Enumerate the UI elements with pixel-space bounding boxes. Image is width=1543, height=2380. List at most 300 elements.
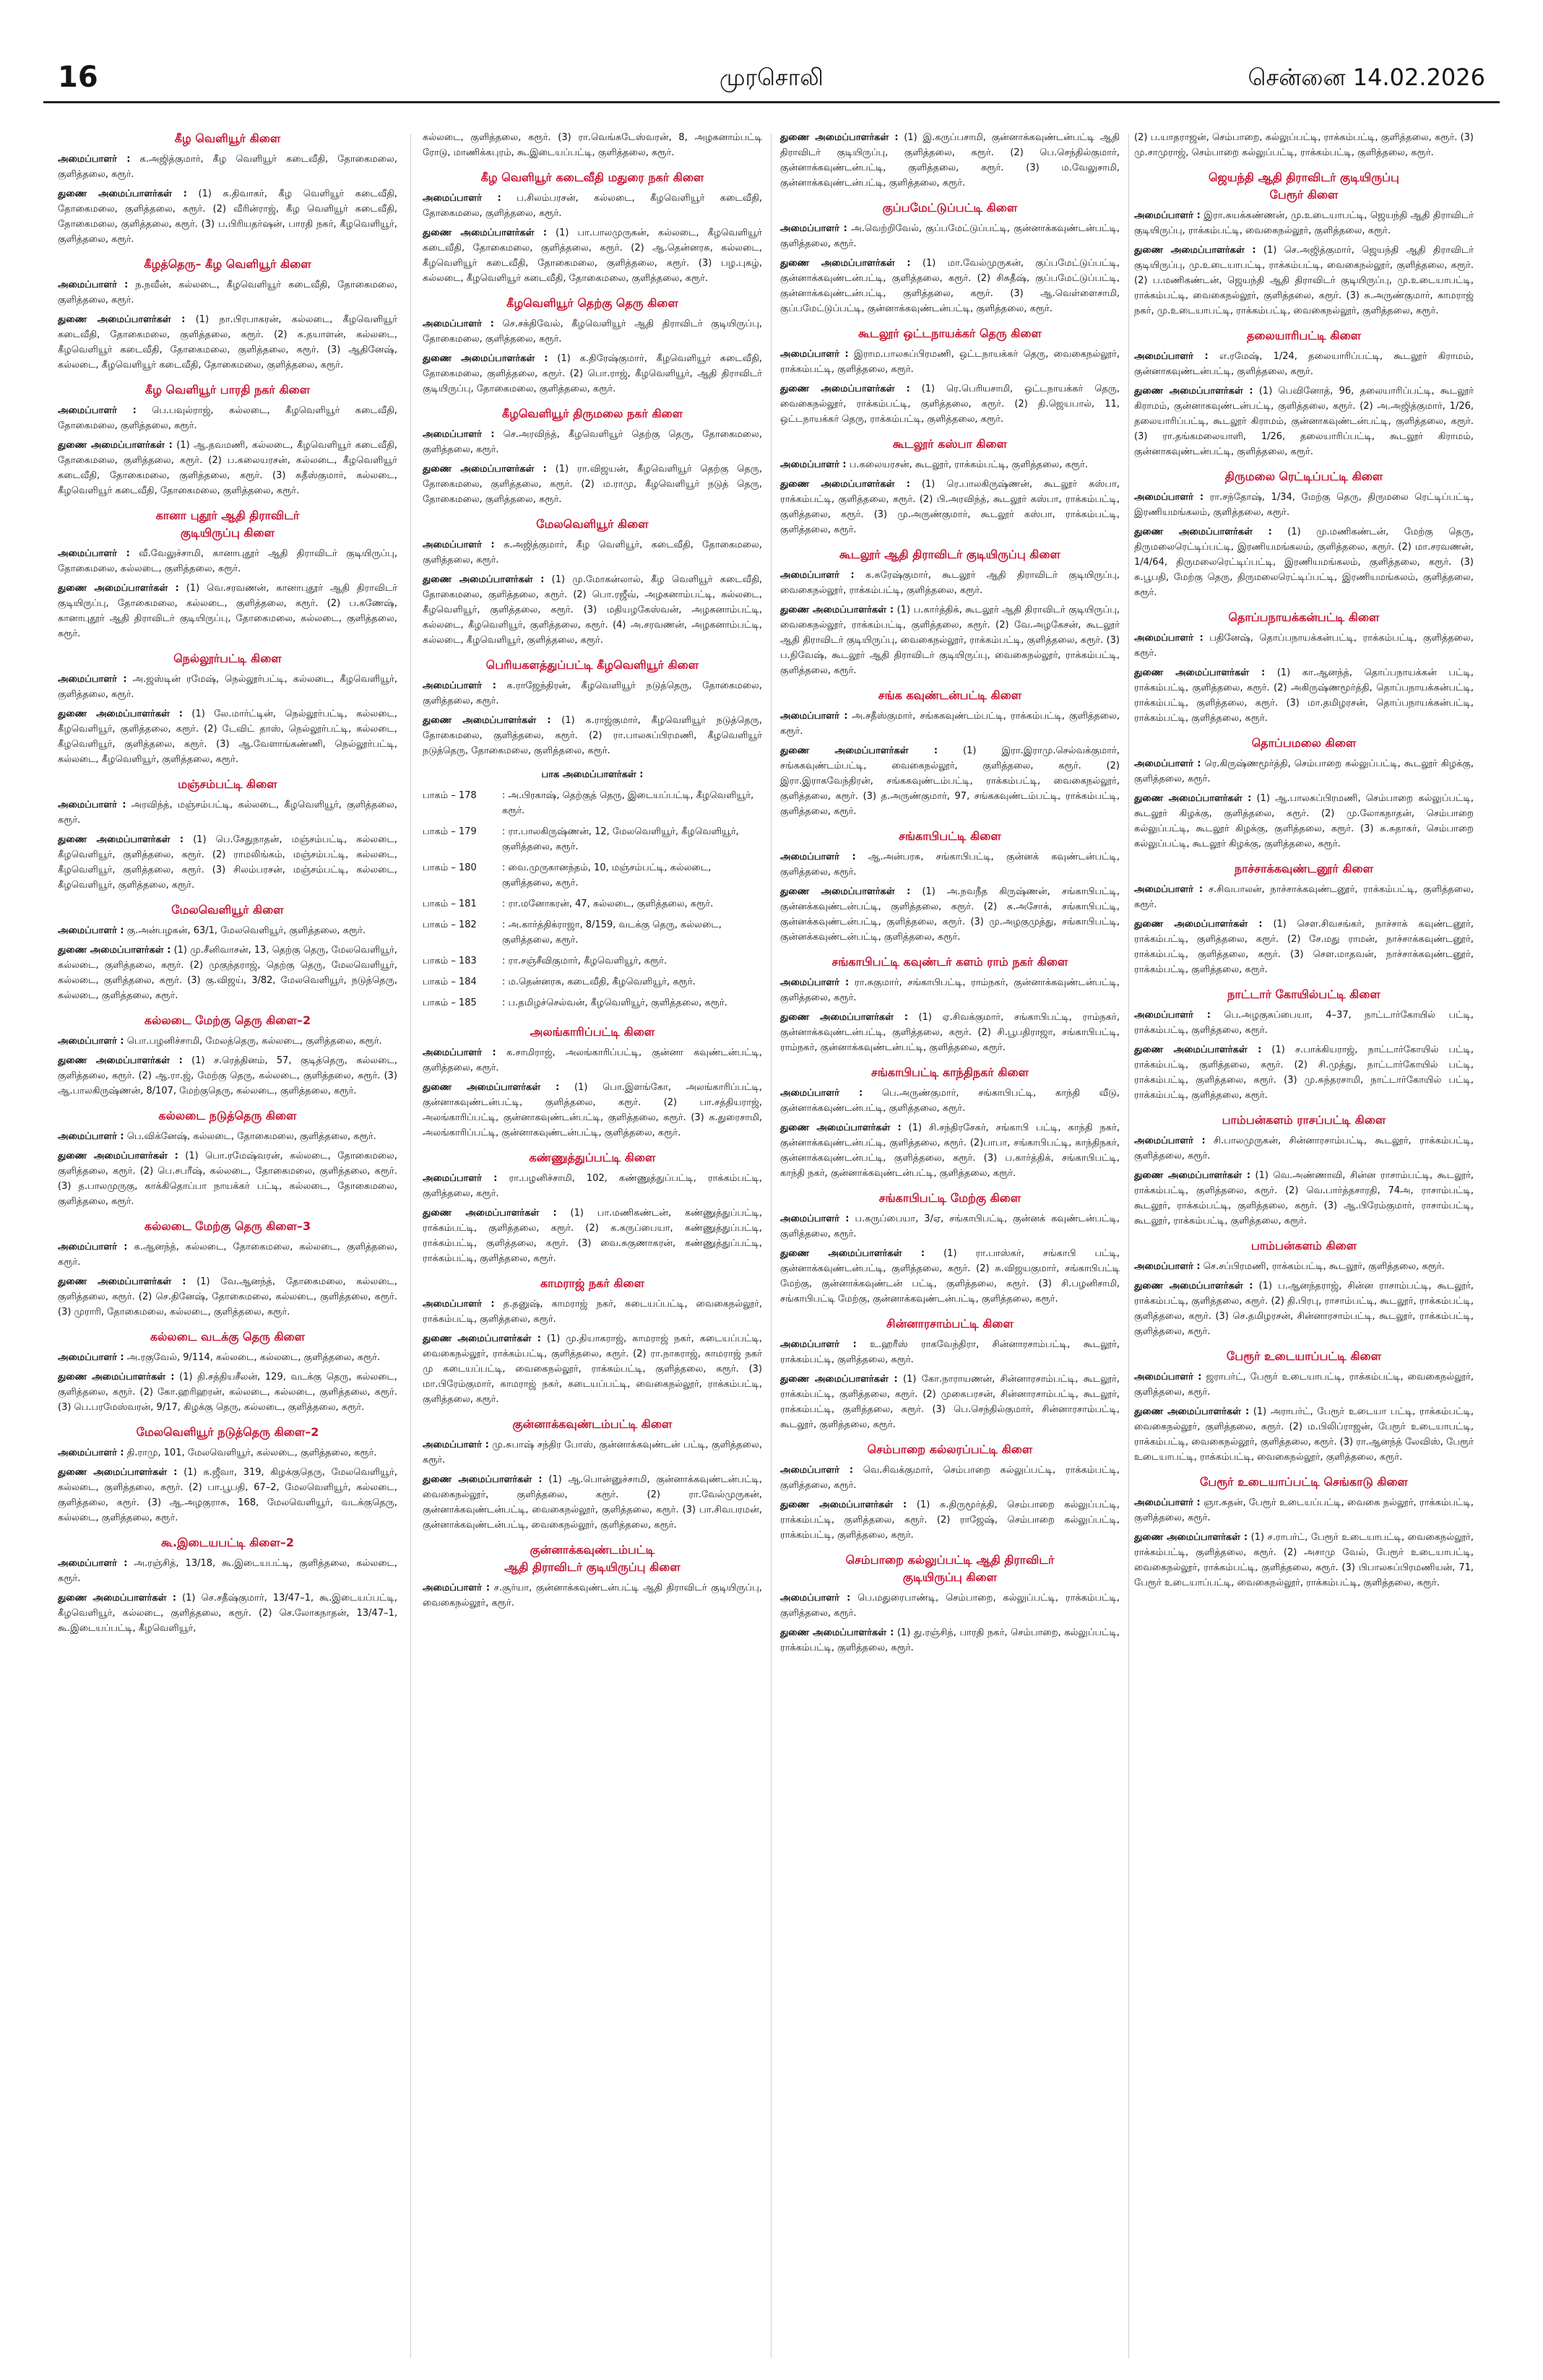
branch-title xyxy=(780,687,1120,704)
member-details: பெ.மதுரைபாண்டி, செம்பாறை, கல்லுப்பட்டி, ராக்கம்பட்டி, குளித்தலை, கரூர். xyxy=(780,1593,1120,1619)
branch-title xyxy=(780,1441,1120,1458)
branch-section xyxy=(780,1190,1120,1307)
role-label: துணை அமைப்பாளர்கள் : xyxy=(58,1593,177,1604)
member-entry xyxy=(1134,665,1474,726)
member-details: (1) ஏ.சிவக்குமார், சங்காபிபட்டி, ராம்நகர், குன்னாக்கவுண்டன்பட்டி, குளித்தலை, கரூர். (2) சி.பூபதிராஜா, சங்காபிபட்டி, ராம்நகர், குன்னாக்கவுண்டன்பட்டி, குளித்தலை, கரூர். xyxy=(780,1012,1120,1053)
branch-section xyxy=(780,546,1120,678)
branch-section xyxy=(1134,609,1474,726)
role-label: துணை அமைப்பாளர்கள் : xyxy=(1134,667,1266,678)
member-details: (1) வெ.அண்ணாவி, சின்ன ராசாம்பட்டி, கூடலூர், ராக்கம்பட்டி, குளித்தலை, கரூர். (2) வெ.பார்த்தசாரதி, 74அ, ராசாம்பட்டி, கூடலூர், ராக்கம்பட்டி, குளித்தலை, கரூர். (3) ஆ.பிரேம்குமார், ராசாம்பட்டி, கூடலூர், ராக்கம்பட்டி, குளித்தலை, கரூர். xyxy=(1134,1170,1474,1226)
branch-section xyxy=(58,1012,397,1099)
role-label: துணை அமைப்பாளர்கள் : xyxy=(423,464,547,475)
member-entry xyxy=(423,1472,762,1533)
branch-title xyxy=(423,1275,762,1292)
member-entry xyxy=(423,1171,762,1201)
role-label: துணை அமைப்பாளர்கள் : xyxy=(423,715,551,726)
branch-title xyxy=(780,199,1120,217)
role-label: அமைப்பாளர் : xyxy=(1134,758,1201,769)
role-label: துணை அமைப்பாளர்கள் : xyxy=(58,189,187,199)
member-details: பதினேஷ், தொப்பநாயக்கன்பட்டி, ராக்கம்பட்டி, குளித்தலை, கரூர். xyxy=(1134,633,1474,659)
member-entry xyxy=(780,1086,1120,1116)
branch-title-line: பாம்பன்களம் ராசப்பட்டி கிளை xyxy=(1222,1113,1386,1127)
branch-section xyxy=(58,1107,397,1209)
branch-title xyxy=(58,1218,397,1235)
branch-title-line: ஜெயந்தி ஆதி திராவிடர் குடியிருப்பு xyxy=(1209,170,1399,184)
member-entry xyxy=(1134,524,1474,600)
member-details: (1) பெவினோத், 96, தலையாரிப்பட்டி, கூடலூர் கிராமம், குன்னாகவுண்டன்பட்டி, குளித்தலை, கரூர். (2) அ.அஜித்குமார், 1/26, தலையாரிப்பட்டி, கூடலூர் கிராமம், குன்னாகவுண்டன்பட்டி, குளித்தலை, கரூர். (3) ரா.தங்கமலையாளி, 1/26, தலையாரிப்பட்டி, கூடலூர் கிராமம், குன்னாகவுண்டன்பட்டி, குளித்தலை, கரூர். xyxy=(1134,386,1474,457)
branch-title xyxy=(780,953,1120,971)
member-details: ரா.பழனிச்சாமி, 102, கண்ணுத்துப்பட்டி, ராக்கம்பட்டி, குளித்தலை, கரூர். xyxy=(423,1173,762,1199)
member-entry xyxy=(780,1372,1120,1432)
branch-title-line: மேலவெளியூர் கிளை xyxy=(536,517,649,531)
role-label: அமைப்பாளர் : xyxy=(780,1088,863,1099)
member-entry xyxy=(780,347,1120,377)
member-entry xyxy=(1134,1530,1474,1591)
branch-title xyxy=(58,1012,397,1029)
role-label: துணை அமைப்பாளர்கள் : xyxy=(423,1208,557,1219)
paagam-number: பாகம் – 178 xyxy=(423,790,477,801)
role-label: அமைப்பாளர் : xyxy=(1134,1135,1206,1146)
branch-title-line: தொப்பமலை கிளை xyxy=(1251,736,1357,750)
member-details: (1) அ.நவநீத கிருஷ்ணன், சங்காபிபட்டி, குன்னக்கவுண்டன்பட்டி, குளித்தலை, கரூர். (2) சு.அசோக், சங்காபிபட்டி, குன்னக்கவுண்டன்பட்டி, குளித்தலை, கரூர். (3) மு.அழகுமுத்து, சங்காபிபட்டி, குன்னக்கவுண்டன்பட்டி, குளித்தலை, கரூர். xyxy=(780,886,1120,943)
member-entry xyxy=(1134,1008,1474,1038)
member-entry xyxy=(423,1437,762,1468)
member-entry xyxy=(58,943,397,1003)
member-details: ரெ.கிருஷ்ணமூர்த்தி, செம்பாறை கல்லுப்பட்டி, கூடலூர் கிழக்கு, குளித்தலை, கரூர். xyxy=(1134,758,1474,784)
member-details: (1) ச.ரெத்தினம், 57, குடித்தெரு, கல்லடை, குளித்தலை, கரூர். (2) ஆ.ரா.ஜ், மேற்கு தெரு, கல்லடை, குளித்தலை, கரூர். (3) ஆ.பாலகிருஷ்ணன், 8/107, மேற்குதெரு, கல்லடை, குளித்தலை, கரூர். xyxy=(58,1055,397,1096)
branch-title xyxy=(58,1534,397,1552)
member-details: (2) ப.யாதராஜன், செம்பாறை, கல்லுப்பட்டி, ராக்கம்பட்டி, குளித்தலை, கரூர். (3) மு.சாமுராஜ், செம்பாறை கல்லுப்பட்டி, ராக்கம்பட்டி, குளித்தலை, கரூர். xyxy=(1134,132,1474,158)
branch-title xyxy=(58,1424,397,1441)
paagam-member: : அ.கார்த்திக்ராஜா, 8/159, வடக்கு தெரு, கல்லடை, குளித்தலை, கரூர். xyxy=(502,919,722,945)
member-details: க.அஜித்குமார், கீழ வெளியூர், கடைவீதி, தோகைமலை, குளித்தலை, கரூர். xyxy=(423,540,762,566)
branch-title xyxy=(1134,860,1474,878)
member-details: அ.வெற்றிவேல், குப்பமேட்டுப்பட்டி, குன்னாக்கவுண்டன்பட்டி, குளித்தலை, கரூர். xyxy=(780,223,1120,249)
role-label: அமைப்பாளர் : xyxy=(1134,1261,1201,1272)
member-details: ப.சிலம்பரசன், கல்லடை, கீழவெளியூர் கடைவீதி, தோகைமலை, குளித்தலை, கரூர். xyxy=(423,193,762,219)
branch-title xyxy=(423,1541,762,1576)
member-entry xyxy=(780,743,1120,819)
member-entry xyxy=(780,975,1120,1005)
role-label: துணை அமைப்பாளர்கள் : xyxy=(1134,1532,1248,1543)
column-3 xyxy=(780,130,1120,2369)
branch-section xyxy=(423,1149,762,1266)
role-label: அமைப்பாளர் : xyxy=(58,674,127,685)
branch-title-line: திருமலை ரெட்டிப்பட்டி கிளை xyxy=(1224,469,1383,483)
branch-title-line: தலையாரிபட்டி கிளை xyxy=(1246,329,1362,342)
role-label: துணை அமைப்பாளர்கள் : xyxy=(423,1333,541,1344)
member-details: தி.ராமு, 101, மேலவெளியூர், கல்லடை, குளித்தலை, கரூர். xyxy=(126,1448,377,1458)
branch-title xyxy=(780,1315,1120,1333)
paagam-member: : ம.தென்னரசு, கடைவீதி, கீழவெளியூர், கரூர். xyxy=(502,977,696,987)
branch-title xyxy=(780,828,1120,845)
member-details: ரா.சந்தோஷ், 1/34, மேற்கு தெரு, திருமலை ரெட்டிப்பட்டி, இரணியமங்கலம், குளித்தலை, கரூர். xyxy=(1134,492,1474,518)
member-entry xyxy=(58,797,397,828)
branch-section xyxy=(1134,860,1474,977)
member-entry xyxy=(780,709,1120,739)
role-label: அமைப்பாளர் : xyxy=(423,319,494,329)
branch-section xyxy=(58,901,397,1003)
member-details: ஆ.அன்பரசு, சங்காபிபட்டி, குன்னக் கவுண்டன்பட்டி, குளித்தலை, கரூர். xyxy=(780,852,1120,878)
role-label: அமைப்பாளர் : xyxy=(58,1352,124,1363)
branch-section xyxy=(423,405,762,507)
column-divider xyxy=(410,134,411,2358)
member-entry xyxy=(780,1211,1120,1242)
member-entry xyxy=(423,1297,762,1327)
role-label: துணை அமைப்பாளர்கள் : xyxy=(780,1627,894,1638)
member-details: (1) க.ஜீவா, 319, கிழக்குதெரு, மேலவெளியூர், கல்லடை, குளித்தலை, கரூர். (2) பா.பூபதி, 67–2, மேலவெளியூர், கல்லடை, குளித்தலை, கரூர். (3) ஆ.அழகுராசு, 168, மேலவெளியூர், வடக்குதெரு, கல்லடை, குளித்தலை, கரூர். xyxy=(58,1467,397,1523)
member-details: (1) மு.மணிகண்டன், மேற்கு தெரு, திருமலைரெட்டிப்பட்டி, இரணியமங்கலம், குளித்தலை, கரூர். (2) மா.சரவணன், 1/4/64, திருமலைரெட்டிப்பட்டி, இரணியமங்கலம், குளித்தலை, கரூர். (3) சு.பூபதி, மேற்கு தெரு, திருமலைரெட்டிப்பட்டி, இரணியமங்கலம், குளித்தலை, கரூர். xyxy=(1134,527,1474,598)
branch-section xyxy=(58,1328,397,1415)
member-entry xyxy=(58,1465,397,1526)
role-label: அமைப்பாளர் : xyxy=(780,711,848,722)
member-details: (1) அராபர்ட், பேரூர் உடையா பட்டி, ராக்கம்பட்டி, வைகைநல்லூர், குளித்தலை, கரூர். (2) ம.பிலிப்ராஜன், பேரூர் உடையாபட்டி, ராக்கம்பட்டி, வைகைநல்லூர், குளித்தலை, கரூர். (3) ரா.ஆனந்த் லேவிஸ், பேரூர் உடையாபட்டி, ராக்கம்பட்டி, வைகைநல்லூர், குளித்தலை, கரூர். xyxy=(1134,1406,1474,1463)
member-details: (1) ஆ.பொன்னுச்சாமி, குன்னாக்கவுண்டன்பட்டி, வைகைநல்லூர், குளித்தலை, கரூர். (2) ரா.வேல்முருகன், குன்னாக்கவுண்டன்பட்டி, வைகைநல்லூர், குளித்தலை, கரூர். (3) பா.சிவபரமன், குன்னாக்கவுண்டன்பட்டி, வைகைநல்லூர், குளித்தலை, கரூர். xyxy=(423,1474,762,1531)
member-entry xyxy=(423,572,762,648)
branch-title-line: கல்லடை மேற்கு தெரு கிளை–2 xyxy=(144,1013,311,1027)
branch-title xyxy=(58,381,397,399)
branch-title-line: சின்னாரசாம்பட்டி கிளை xyxy=(886,1317,1013,1330)
member-entry xyxy=(58,1239,397,1270)
member-details: கல்லடை, குளித்தலை, கரூர். (3) ரா.வெங்கடேஸ்வரன், 8, அழகனாம்பட்டி ரோடு, மாணிக்கபுரம், கூ.இடையப்பட்டி, குளித்தலை, கரூர். xyxy=(423,132,762,158)
role-label: துணை அமைப்பாளர்கள் : xyxy=(423,353,548,364)
role-label: துணை அமைப்பாளர்கள் : xyxy=(780,384,910,394)
member-entry xyxy=(58,923,397,938)
branch-title xyxy=(780,1552,1120,1586)
branch-section xyxy=(780,687,1120,819)
member-entry xyxy=(58,277,397,308)
member-entry xyxy=(1134,243,1474,319)
member-entry xyxy=(58,1369,397,1415)
branch-title-line: குன்னாக்கவுண்டம்பட்டி xyxy=(530,1543,655,1557)
branch-title xyxy=(1134,1348,1474,1365)
branch-section xyxy=(1134,735,1474,852)
branch-title-line: கூடலூர் ஒட்டநாயக்கர் தெரு கிளை xyxy=(858,326,1042,340)
member-details: (1) இ.கருப்பசாமி, குன்னாக்கவுண்டன்பட்டி ஆதி திராவிடர் குடியிருப்பு, குளித்தலை, கரூர். (2) பெ.செந்தில்குமார், குன்னாக்கவுண்டன்பட்டி, குளித்தலை, கரூர். (3) ம.வேலுசாமி, குன்னாக்கவுண்டன்பட்டி, குளித்தலை, கரூர். xyxy=(780,132,1120,189)
branch-title-line: கீழ வெளியூர் கடைவீதி மதுரை நகர் கிளை xyxy=(480,170,704,184)
role-label: அமைப்பாளர் : xyxy=(58,548,130,559)
member-details: (1) பா.பாலமுருகன், கல்லடை, கீழவெளியூர் கடைவீதி, தோகைமலை, குளித்தலை, கரூர். (2) ஆ.தென்னரசு, கல்லடை, கீழவெளியூர் கடைவீதி, தோகைமலை, குளித்தலை, கரூர். (3) பழ.புகழ், கல்லடை, கீழவெளியூர் கடைவீதி, தோகைமலை, குளித்தலை, கரூர். xyxy=(423,228,762,284)
branch-section xyxy=(58,130,397,247)
branch-title-line: சங்க கவுண்டன்பட்டி கிளை xyxy=(878,688,1022,702)
member-details: த.தனுஷ், காமராஜ் நகர், கடையப்பட்டி, வைகைநல்லூர், ராக்கம்பட்டி, குளித்தலை, கரூர். xyxy=(423,1299,762,1325)
role-label: அமைப்பாளர் : xyxy=(1134,492,1204,503)
branch-title-line: கீழ வெளியூர் கிளை xyxy=(174,131,281,145)
role-label: துணை அமைப்பாளர்கள் : xyxy=(780,1374,898,1385)
member-entry xyxy=(58,1274,397,1320)
member-entry xyxy=(780,849,1120,880)
member-details: (1) கோ.நாராயணன், சின்னாரசாம்பட்டி, கூடலூர், ராக்கம்பட்டி, குளித்தலை, கரூர். (2) முகைபரசன், சின்னாரசாம்பட்டி, கூடலூர், ராக்கம்பட்டி, குளித்தலை, கரூர். (3) பெ.செந்தில்குமார், சின்னாரசாம்பட்டி, கூடலூர், குளித்தலை, கரூர். xyxy=(780,1374,1120,1430)
branch-section xyxy=(1134,1112,1474,1229)
role-label: துணை அமைப்பாளர்கள் : xyxy=(423,1474,543,1485)
role-label: அமைப்பாளர் : xyxy=(780,349,849,360)
member-details: இரா.சுயக்கண்ணன், மு.உடையாபட்டி, ஜெயந்தி ஆதி திராவிடர் குடியிருப்பு, ராக்கம்பட்டி, வைகைநல்லூர், குளித்தலை, கரூர். xyxy=(1134,210,1474,236)
member-details: (1) லே.மார்ட்டின், நெல்லூர்பட்டி, கல்லடை, கீழவெளியூர், குளித்தலை, கரூர். (2) டேவிட் தாஸ், நெல்லூர்பட்டி, கல்லடை, கீழவெளியூர், குளித்தலை, கரூர். (3) ஆ.வேளாங்கண்ணி, நெல்லூர்பட்டி, கல்லடை, கீழவெளியூர், குளித்தலை, கரூர். xyxy=(58,709,397,765)
paagam-member: : ரா.பாலகிருஷ்ணன், 12, மேலவெளியூர், கீழவெளியூர், குளித்தலை, கரூர். xyxy=(502,826,739,852)
member-details: மு.சுபாஷ் சந்திர போஸ், குன்னாக்கவுண்டன் பட்டி, குளித்தலை, கரூர். xyxy=(423,1440,762,1466)
member-details: அ.ரகுவேல், 9/114, கல்லடை, கல்லடை, குளித்தலை, கரூர். xyxy=(126,1352,381,1363)
role-label: அமைப்பாளர் : xyxy=(780,1593,851,1604)
role-label: துணை அமைப்பாளர்கள் : xyxy=(1134,1281,1253,1291)
member-entry xyxy=(58,403,397,433)
branch-section xyxy=(780,130,1120,191)
role-label: துணை அமைப்பாளர்கள் : xyxy=(1134,1406,1250,1417)
branch-section xyxy=(1134,1348,1474,1465)
branch-title-line: கீழவெளியூர் திருமலை நகர் கிளை xyxy=(501,407,683,420)
member-details: (1) பொ.இளங்கோ, அலங்காரிப்பட்டி, குன்னாகவுண்டன்பட்டி, குளித்தலை, கரூர். (2) பா.சத்தியராஜ், அலங்காரிப்பட்டி, குன்னாகவுண்டன்பட்டி, குளித்தலை, கரூர். (3) க.துரைசாமி, அலங்காரிப்பட்டி, குன்னாகவுண்டன்பட்டி, குளித்தலை, கரூர். xyxy=(423,1082,762,1138)
member-entry xyxy=(1134,791,1474,852)
member-details: அ.சதீஸ்குமார், சங்ககவுண்டம்பட்டி, ராக்கம்பட்டி, குளித்தலை, கரூர். xyxy=(780,711,1120,737)
branch-title-line: மஞ்சம்பட்டி கிளை xyxy=(178,777,277,791)
paagam-number: பாகம் – 180 xyxy=(423,862,477,873)
role-label: துணை அமைப்பாளர்கள் : xyxy=(58,1276,186,1287)
member-details: (1) ச.பாக்கியராஜ், நாட்டார்கோயில் பட்டி, ராக்கம்பட்டி, குளித்தலை, கரூர். (2) சி.முத்து, நாட்டார்கோயில் பட்டி, ராக்கம்பட்டி, குளித்தலை, கரூர். (3) மு.சுந்தரசாமி, நாட்டார்கோயில் பட்டி, ராக்கம்பட்டி, குளித்தலை, கரூர். xyxy=(1134,1044,1474,1101)
member-details: க.சாமிராஜ், அலங்காரிப்பட்டி, குன்னா கவுண்டன்பட்டி, குளித்தலை, கரூர். xyxy=(423,1047,762,1073)
member-entry xyxy=(1134,1042,1474,1103)
role-label: அமைப்பாளர் : xyxy=(423,680,496,691)
member-entry xyxy=(423,678,762,709)
member-entry xyxy=(58,581,397,641)
role-label: துணை அமைப்பாளர்கள் : xyxy=(780,1248,925,1259)
branch-section xyxy=(58,776,397,893)
branch-title-line: மேலவெளியூர் கிளை xyxy=(171,903,284,917)
branch-title-line: கல்லடை வடக்கு தெரு கிளை xyxy=(150,1330,306,1343)
branch-section xyxy=(1134,130,1474,160)
paagam-row xyxy=(423,788,762,824)
role-label: துணை அமைப்பாளர்கள் : xyxy=(1134,1044,1262,1055)
role-label: துணை அமைப்பாளர்கள் : xyxy=(58,1151,178,1161)
paagam-member: : ரா.சஞ்சீவிகுமார், கீழவெளியூர், கரூர். xyxy=(502,956,667,966)
branch-section xyxy=(1134,169,1474,319)
branch-section xyxy=(423,130,762,160)
role-label: துணை அமைப்பாளர்கள் : xyxy=(780,1012,909,1023)
member-entry xyxy=(423,1580,762,1611)
paagam-number: பாகம் – 179 xyxy=(423,826,477,837)
member-entry xyxy=(58,1591,397,1636)
member-entry xyxy=(780,602,1120,678)
branch-section xyxy=(1134,1237,1474,1339)
member-details: ச.சூர்யா, குன்னாக்கவுண்டன்பட்டி ஆதி திராவிடர் குடியிருப்பு, வைகைநல்லூர், கரூர். xyxy=(423,1583,762,1609)
role-label: அமைப்பாளர் : xyxy=(780,1213,850,1224)
member-details: (1) சி.சந்திரசேகர், சங்காபி பட்டி, காந்தி நகர், குன்னாக்கவுண்டன்பட்டி, குளித்தலை, கரூர். (2)பாபா, சங்காபிபட்டி, காந்திநகர், குன்னாக்கவுண்டன்பட்டி, குளித்தலை, கரூர். (3) ப.கார்த்திக், சங்காபிபட்டி, காந்தி நகர், குன்னாக்கவுண்டன்பட்டி, குளித்தலை, கரூர். xyxy=(780,1122,1120,1179)
member-details: (1) க.திரேஷ்குமார், கீழவெளியூர் கடைவீதி, தோகைமலை, குளித்தலை, கரூர். (2) பொ.ராஜ், கீழவெளியூர், ஆதி திராவிடர் குடியிருப்பு, தோகைமலை, குளித்தலை, கரூர். xyxy=(423,353,762,394)
role-label: துணை அமைப்பாளர்கள் : xyxy=(1134,919,1263,930)
branch-title-line: நெல்லூர்பட்டி கிளை xyxy=(173,652,282,665)
member-details: அ.ரஞ்சித், 13/18, கூ.இடையபட்டி, குளித்தலை, கல்லடை, கரூர். xyxy=(58,1558,397,1584)
role-label: அமைப்பாளர் : xyxy=(423,1047,496,1058)
member-entry xyxy=(1134,1278,1474,1339)
paagam-number: பாகம் – 181 xyxy=(423,899,477,909)
branch-title-line: சங்காபிபட்டி காந்திநகர் கிளை xyxy=(870,1065,1029,1079)
member-entry xyxy=(780,1246,1120,1307)
member-details: (1) சு.திருமூர்த்தி, செம்பாறை கல்லுப்பட்டி, ராக்கம்பட்டி, குளித்தலை, கரூர். (2) ராஜேஷ், செம்பாறை கல்லுப்பட்டி, ராக்கம்பட்டி, குளித்தலை, கரூர். xyxy=(780,1500,1120,1541)
role-label: அமைப்பாளர் : xyxy=(780,459,847,470)
role-label: துணை அமைப்பாளர்கள் : xyxy=(1134,386,1253,397)
member-details: (1) இரா.இராமு.செல்வக்குமார், சங்ககவுண்டம்பட்டி, வைகைநல்லூர், குளித்தலை, கரூர். (2) இரா.இராகவேந்திரன், சங்ககவுண்டம்பட்டி, ராக்கம்பட்டி, வைகைநல்லூர், குளித்தலை, கரூர். (3) த.அருண்குமார், 97, சங்ககவுண்டம்பட்டி, ராக்கம்பட்டி, குளித்தலை, கரூர். xyxy=(780,745,1120,817)
role-label: துணை அமைப்பாளர்கள் : xyxy=(1134,245,1256,256)
member-entry xyxy=(780,477,1120,537)
role-label: அமைப்பாளர் : xyxy=(423,1299,495,1310)
branch-title-line: மேலவெளியூர் நடுத்தெரு கிளை–2 xyxy=(136,1425,319,1439)
branch-title-line: பெரியகளத்துப்பட்டி கீழவெளியூர் கிளை xyxy=(485,658,699,672)
member-details: (1) ச.ராபர்ட், பேரூர் உடையாபட்டி, வைகைநல்லூர், ராக்கம்பட்டி, குளித்தலை, கரூர். (2) அசாமு வேல், பேரூர் உடையாபட்டி, வைகைநல்லூர், ராக்கம்பட்டி, குளித்தலை, கரூர். (3) பிபாலசுப்பிரமணியன், 71, பேரூர் உடையாப்பட்டி, வைகைநல்லூர், ராக்கம்பட்டி, குளித்தலை, கரூர். xyxy=(1134,1532,1474,1588)
role-label: துணை அமைப்பாளர்கள் : xyxy=(423,228,548,238)
member-details: (1) ரெ.பெரியசாமி, ஒட்டநாயக்கர் தெரு, வைகைநல்லூர், ராக்கம்பட்டி, குளித்தலை, கரூர். (2) தி.ஜெயபால், 11, ஒட்டநாயக்கர் தெரு, ராக்கம்பட்டி, குளித்தலை, கரூர். xyxy=(780,384,1120,425)
column-1 xyxy=(58,130,397,2369)
member-details: ப.கலையரசன், கூடலூர், ராக்கம்பட்டி, குளித்தலை, கரூர். xyxy=(849,459,1089,470)
role-label: துணை அமைப்பாளர்கள் : xyxy=(58,583,179,594)
branch-section xyxy=(780,436,1120,537)
role-label: துணை அமைப்பாளர்கள் : xyxy=(780,132,899,143)
member-details: (1) பா.மணிகண்டன், கண்ணுத்துப்பட்டி, ராக்கம்பட்டி, குளித்தலை, கரூர். (2) க.கருப்பையா, கண்ணுத்துப்பட்டி, ராக்கம்பட்டி, குளித்தலை, கரூர். (3) வை.சுகுணாகரன், கண்ணுத்துப்பட்டி, ராக்கம்பட்டி, குளித்தலை, கரூர். xyxy=(423,1208,762,1264)
member-details: இராம.பாலசுப்பிரமணி, ஒட்டநாயக்கர் தெரு, வைகைநல்லூர், ராக்கம்பட்டி, குளித்தலை, கரூர். xyxy=(780,349,1120,375)
member-entry xyxy=(1134,384,1474,459)
branch-title-line: பேரூர் உடையாப்பட்டி செங்காடு கிளை xyxy=(1200,1475,1408,1489)
role-label: அமைப்பாளர் : xyxy=(780,1465,854,1476)
role-label: துணை அமைப்பாளர்கள் : xyxy=(58,834,184,845)
member-entry xyxy=(780,884,1120,945)
role-label: அமைப்பாளர் : xyxy=(423,429,495,440)
member-details: (1) சௌ.சிவசங்கர், நாச்சாக் கவுண்டனூர், ராக்கம்பட்டி, குளித்தலை, கரூர். (2) சே.மது ராமன், நாச்சாக்கவுண்டனூர், ராக்கம்பட்டி, குளித்தலை, கரூர். (3) சௌ.மாதவன், நாச்சாக்கவுண்டனூர், ராக்கம்பட்டி, குளித்தலை, கரூர். xyxy=(1134,919,1474,975)
role-label: அமைப்பாளர் : xyxy=(780,852,856,862)
role-label: அமைப்பாளர் : xyxy=(780,977,850,988)
member-entry xyxy=(423,351,762,397)
branch-title xyxy=(780,325,1120,342)
role-label: துணை அமைப்பாளர்கள் : xyxy=(58,945,171,956)
branch-title xyxy=(780,1064,1120,1081)
paagam-row xyxy=(423,974,762,995)
branch-title xyxy=(780,1190,1120,1207)
branch-section xyxy=(423,1541,762,1611)
role-label: துணை அமைப்பாளர்கள் : xyxy=(780,258,911,269)
member-details: (1) ப.கார்த்திக், கூடலூர் ஆதி திராவிடர் குடியிருப்பு, வைகைநல்லூர், ராக்கம்பட்டி, குளித்தலை, கரூர். (2) வே.அழகேசன், கூடலூர் ஆதி திராவிடர் குடியிருப்பு, வைகைநல்லூர், ராக்கம்பட்டி, குளித்தலை, கரூர். (3) ப.நிவேஷ், கூடலூர் ஆதி திராவிடர் குடியிருப்பு, வைகைநல்லூர், ராக்கம்பட்டி, குளித்தலை, கரூர். xyxy=(780,605,1120,676)
branch-title-line: ஆதி திராவிடர் குடியிருப்பு கிளை xyxy=(504,1560,680,1574)
branch-title-line: பேரூர் உடையாப்பட்டி கிளை xyxy=(1226,1349,1382,1363)
branch-section xyxy=(58,1424,397,1526)
role-label: அமைப்பாளர் : xyxy=(423,1173,498,1184)
member-entry xyxy=(780,457,1120,472)
member-entry xyxy=(423,1080,762,1141)
member-entry xyxy=(1134,130,1474,160)
member-details: (1) க.ராஜ்குமார், கீழவெளியூர் நடுத்தெரு, தோகைமலை, குளித்தலை, கரூர். (2) ரா.பாலசுப்பிரமணி, கீழவெளியூர் நடுத்தெரு, தோகைமலை, குளித்தலை, கரூர். xyxy=(423,715,762,756)
member-entry xyxy=(58,1129,397,1144)
branch-section xyxy=(423,1024,762,1141)
branch-section xyxy=(423,657,762,758)
role-label: துணை அமைப்பாளர்கள் : xyxy=(423,574,545,585)
branch-section xyxy=(780,1064,1120,1181)
role-label: அமைப்பாளர் : xyxy=(58,1448,124,1458)
role-label: துணை அமைப்பாளர்கள் : xyxy=(780,479,910,490)
branch-title-line: கானா புதூர் ஆதி திராவிடர் xyxy=(155,509,300,522)
branch-title-line: சங்காபிபட்டி கிளை xyxy=(899,829,1001,843)
paagam-number: பாகம் – 185 xyxy=(423,998,477,1008)
branch-title xyxy=(1134,1237,1474,1255)
member-entry xyxy=(423,191,762,221)
member-entry xyxy=(58,1445,397,1461)
member-details: (1) ஆ.தவமணி, கல்லடை, கீழவெளியூர் கடைவீதி, தோகைமலை, குளித்தலை, கரூர். (2) ப.கலையரசன், கல்லடை, கீழவெளியூர் கடைவீதி, தோகைமலை, குளித்தலை, கரூர். (3) சுதீஸ்குமார், கல்லடை, கீழவெளியூர் கடைவீதி, தோகைமலை, குளித்தலை, கரூர். xyxy=(58,440,397,496)
branch-section xyxy=(58,507,397,641)
member-details: (1) பெ.சேதுநாதன், மஞ்சம்பட்டி, கல்லடை, கீழவெளியூர், குளித்தலை, கரூர். (2) ராமலிங்கம், மஞ்சம்பட்டி, கல்லடை, கீழவெளியூர், குளித்தலை, கரூர். (3) சிலம்பரசன், மஞ்சம்பட்டி, கல்லடை, கீழவெளியூர், குளித்தலை, கரூர். xyxy=(58,834,397,891)
member-details: (1) மு.தியாகராஜ், காமராஜ் நகர், கடையப்பட்டி, வைகைநல்லூர், ராக்கம்பட்டி, குளித்தலை, கரூர். (2) ரா.நாகராஜ், காமராஜ் நகர் மு கடையப்பட்டி, வைகைநல்லூர், ராக்கம்பட்டி, குளித்தலை, கரூர். (3) மா.பிரேம்குமார், காமராஜ் நகர், கடையப்பட்டி, வைகைநல்லூர், ராக்கம்பட்டி, குளித்தலை, கரூர். xyxy=(423,1333,762,1405)
member-entry xyxy=(1134,490,1474,520)
member-entry xyxy=(1134,631,1474,661)
role-label: அமைப்பாளர் : xyxy=(423,1440,489,1450)
member-details: (1) மா.வேல்முருகன், குப்பமேட்டுப்பட்டி, குன்னாக்கவுண்டன்பட்டி, குளித்தலை, கரூர். (2) சிசுதீஷ், குப்பமேட்டுப்பட்டி, குன்னாக்கவுண்டன்பட்டி, குளித்தலை, கரூர். (3) ஆ.வெள்ளைசாமி, குப்பமேட்டுப்பட்டி, குன்னாக்கவுண்டன்பட்டி, குளித்தலை, கரூர். xyxy=(780,258,1120,314)
member-details: பெ.பவுல்ராஜ், கல்லடை, கீழவெளியூர் கடைவீதி, தோகைமலை, குளித்தலை, கரூர். xyxy=(58,405,397,431)
member-entry xyxy=(1134,1369,1474,1400)
paagam-member: : வை.முருகானந்தம், 10, மஞ்சம்பட்டி, கல்லடை, குளித்தலை, கரூர். xyxy=(502,862,712,888)
role-label: அமைப்பாளர் : xyxy=(58,925,124,936)
branch-title xyxy=(1134,1474,1474,1491)
member-entry xyxy=(58,1556,397,1586)
member-entry xyxy=(58,546,397,576)
column-2 xyxy=(423,130,762,2369)
role-label: அமைப்பாளர் : xyxy=(1134,884,1203,895)
member-details: (1) நா.பிரபாகரன், கல்லடை, கீழவெளியூர் கடைவீதி, தோகைமலை, குளித்தலை, கரூர். (2) க.தயாளன், கல்லடை, கீழவெளியூர் கடைவீதி, தோகைமலை, குளித்தலை, கரூர். (3) ஆதினேஷ், கல்லடை, கீழவெளியூர் கடைவீதி, தோகைமலை, குளித்தலை, கரூர். xyxy=(58,314,397,371)
member-details: (1) க.திவாகர், கீழ வெளியூர் கடைவீதி, தோகைமலை, குளித்தலை, கரூர். (2) வீரின்ராஜ், கீழ வெளியூர் கடைவீதி, தோகைமலை, குளித்தலை, கரூர். (3) ப.பிரியதர்ஷன், பாரதி நகர், கீழவெளியூர், குளித்தலை, கரூர். xyxy=(58,189,397,245)
member-details: ஜராபர்ட், பேரூர் உடையாபட்டி, ராக்கம்பட்டி, வைகைநல்லூர், குளித்தலை, கரூர். xyxy=(1134,1372,1474,1398)
role-label: அமைப்பாளர் : xyxy=(58,280,129,290)
member-details: (1) தி.சத்தியசீலன், 129, வடக்கு தெரு, கல்லடை, குளித்தலை, கரூர். (2) கோ.ஹரிஹரன், கல்லடை, கல்லடை, குளித்தலை, கரூர். (3) பெ.பரமேஸ்வரன், 9/17, கிழக்கு தெரு, கல்லடை, குளித்தலை, கரூர். xyxy=(58,1372,397,1413)
member-details: க.அஜித்குமார், கீழ வெளியூர் கடைவீதி, தோகைமலை, குளித்தலை, கரூர். xyxy=(58,154,397,180)
masthead xyxy=(43,58,1500,103)
member-entry xyxy=(423,1331,762,1407)
member-details: செ.சப்பிரமணி, ராக்கம்பட்டி, கூடலூர், குளித்தலை, கரூர். xyxy=(1203,1261,1445,1272)
branch-title-line: கீழ வெளியூர் பாரதி நகர் கிளை xyxy=(144,383,311,397)
paagam-row xyxy=(423,917,762,953)
role-label: துணை அமைப்பாளர்கள் : xyxy=(780,605,894,615)
branch-title xyxy=(58,256,397,273)
member-entry xyxy=(1134,1404,1474,1465)
member-details: பெ.அருண்குமார், சங்காபிபட்டி, காந்தி வீடு, குன்னாக்கவுண்டன்பட்டி, குளித்தலை, கரூர். xyxy=(780,1088,1120,1114)
role-label: அமைப்பாளர் : xyxy=(58,1242,128,1252)
branch-title xyxy=(58,130,397,147)
member-entry xyxy=(1134,1133,1474,1164)
member-details: ரா.சுகுமார், சங்காபிபட்டி, ராம்நகர், குன்னாக்கவுண்டன்பட்டி, குளித்தலை, கரூர். xyxy=(780,977,1120,1003)
member-entry xyxy=(780,1337,1120,1367)
member-entry xyxy=(58,832,397,893)
branch-section xyxy=(423,1416,762,1533)
paagam-row xyxy=(423,896,762,917)
role-label: துணை அமைப்பாளர்கள் : xyxy=(58,440,173,451)
branch-section xyxy=(780,1552,1120,1656)
member-entry xyxy=(780,1010,1120,1055)
role-label: அமைப்பாளர் : xyxy=(1134,1497,1201,1508)
member-entry xyxy=(1134,1495,1474,1526)
branch-section xyxy=(58,1218,397,1320)
role-label: அமைப்பாளர் : xyxy=(1134,1010,1211,1021)
member-entry xyxy=(1134,208,1474,238)
member-entry xyxy=(423,537,762,568)
branch-title-line: காமராஜ் நகர் கிளை xyxy=(540,1276,645,1290)
member-details: (1) ப.ஆனந்தராஜ், சின்ன ராசாம்பட்டி, கூடலூர், ராக்கம்பட்டி, குளித்தலை, கரூர். (2) தி.பிரபு, ராசாம்பட்டி, கூடலூர், ராக்கம்பட்டி, குளித்தலை, கரூர். (3) செ.தமிழரசன், சின்னாரசாம்பட்டி, கூடலூர், ராக்கம்பட்டி, குளித்தலை, கரூர். xyxy=(1134,1281,1474,1337)
branch-title-line: நாச்சாக்கவுண்டனூர் கிளை xyxy=(1234,862,1374,875)
paagam-member: : அ.பிரகாஷ், தெற்குத் தெரு, இடையப்பட்டி, கீழவெளியூர், கரூர். xyxy=(502,790,754,816)
branch-title xyxy=(58,776,397,793)
branch-title xyxy=(780,546,1120,563)
paagam-heading: பாக அமைப்பாளர்கள் : xyxy=(541,769,644,780)
paagam-row xyxy=(423,824,762,860)
branch-section xyxy=(780,953,1120,1055)
member-details: எ.ரமேஷ், 1/24, தலையாரிப்பட்டி, கூடலூர் கிராமம், குன்னாகவுண்டன்பட்டி, குளித்தலை, கரூர். xyxy=(1134,351,1474,377)
role-label: அமைப்பாளர் : xyxy=(58,405,137,416)
member-entry xyxy=(58,1148,397,1209)
branch-section xyxy=(1134,1474,1474,1591)
branch-title xyxy=(1134,735,1474,752)
member-details: பெ.விக்னேஷ், கல்லடை, தோகைமலை, குளித்தலை, கரூர். xyxy=(126,1131,376,1142)
member-details: சி.பாலமுருகன், சின்னாரசாம்பட்டி, கூடலூர், ராக்கம்பட்டி, குளித்தலை, கரூர். xyxy=(1134,1135,1474,1161)
page-number: 16 xyxy=(58,61,98,94)
